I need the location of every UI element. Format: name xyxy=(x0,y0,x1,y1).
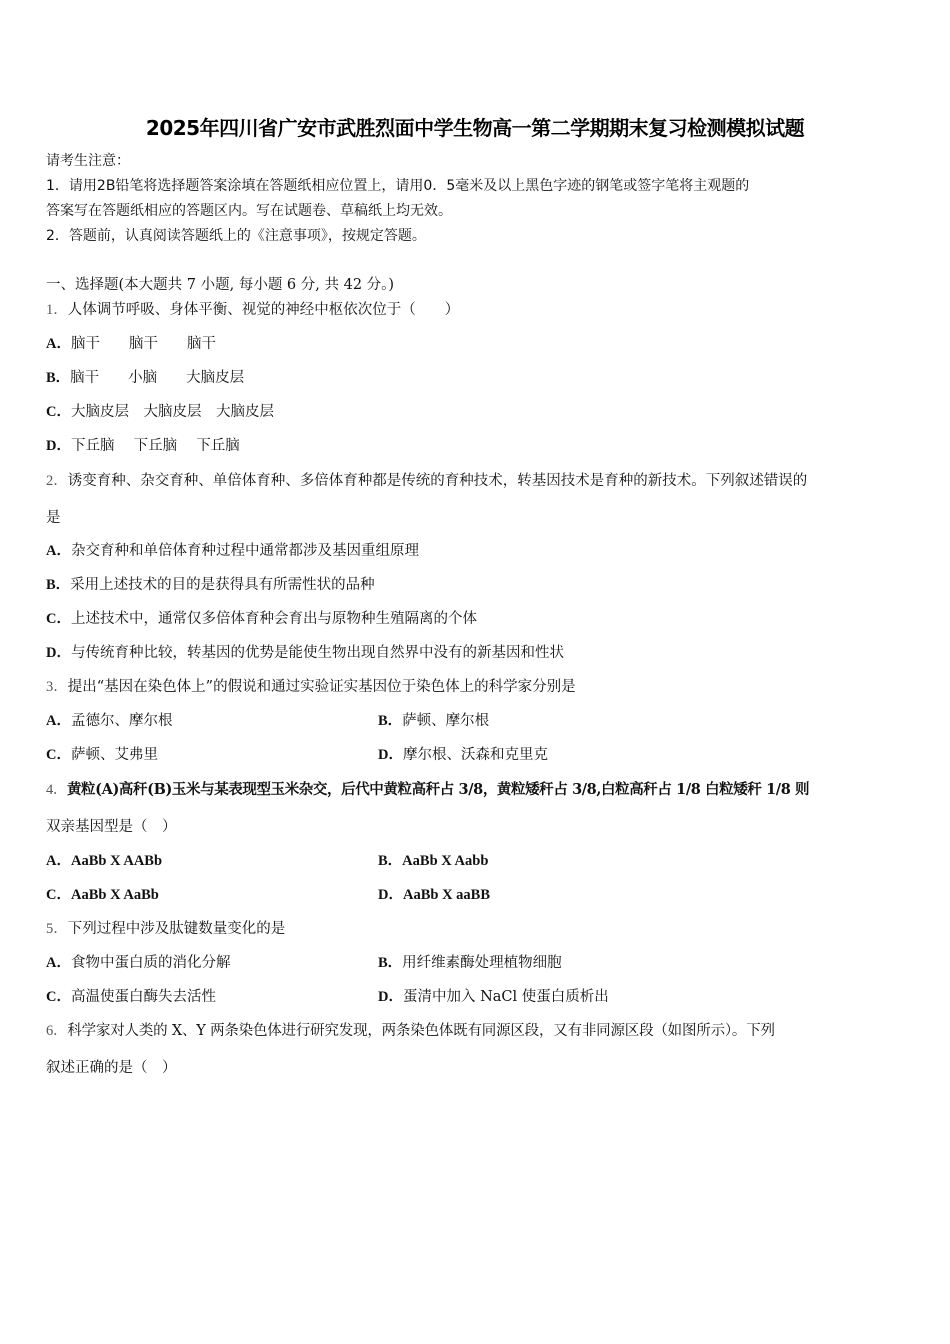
option-text: AaBb X AaBb xyxy=(70,887,159,903)
option-letter: D． xyxy=(46,645,71,661)
option-letter: A． xyxy=(46,955,71,971)
option-letter: A． xyxy=(46,713,71,729)
option-letter: A． xyxy=(46,336,71,352)
option-text: 用纤维素酶处理植物细胞 xyxy=(402,955,562,971)
question-number: 2． xyxy=(46,473,68,489)
option-letter: B． xyxy=(46,577,71,593)
question-stem: 下列过程中涉及肽键数量变化的是 xyxy=(67,921,286,937)
option-letter: C． xyxy=(46,747,71,763)
option-text: 下丘脑 下丘脑 下丘脑 xyxy=(70,438,240,454)
question-2-cont: 是 xyxy=(46,510,61,526)
q2-option-c[interactable] xyxy=(46,609,477,629)
q4-option-b[interactable] xyxy=(378,851,488,871)
q1-option-a[interactable] xyxy=(46,334,216,354)
question-number: 5． xyxy=(46,921,68,937)
question-stem: 诱变育种、杂交育种、单倍体育种、多倍体育种都是传统的育种技术，转基因技术是育种的新技术。下列叙述错误的 xyxy=(67,473,808,489)
q5-option-b[interactable] xyxy=(378,953,562,973)
option-text: 萨顿、摩尔根 xyxy=(402,713,490,729)
question-1 xyxy=(46,300,459,320)
q4-option-d[interactable] xyxy=(378,885,490,905)
option-letter: D． xyxy=(46,438,71,454)
option-letter: A． xyxy=(46,853,71,869)
option-letter: C． xyxy=(46,887,71,903)
q2-option-d[interactable] xyxy=(46,643,564,663)
option-text: 蛋清中加入 NaCl 使蛋白质析出 xyxy=(402,989,609,1005)
question-6-cont: 叙述正确的是（ ） xyxy=(46,1060,177,1076)
option-letter: C． xyxy=(46,611,71,627)
q4-option-a[interactable] xyxy=(46,851,162,871)
notice-heading: 请考生注意： xyxy=(46,153,130,169)
option-text: 上述技术中，通常仅多倍体育种会育出与原物种生殖隔离的个体 xyxy=(70,611,477,627)
q2-option-b[interactable] xyxy=(46,575,375,595)
question-6 xyxy=(46,1021,775,1041)
option-letter: B． xyxy=(378,955,403,971)
option-letter: D． xyxy=(378,887,403,903)
q5-option-c[interactable] xyxy=(46,987,216,1007)
notice-item-1: 1．请用2B铅笔将选择题答案涂填在答题纸相应位置上，请用0．5毫米及以上黑色字迹的钢笔或签字笔将主观题的 xyxy=(46,178,750,194)
question-2 xyxy=(46,471,807,491)
option-letter: C． xyxy=(46,404,71,420)
option-letter: B． xyxy=(378,713,403,729)
q1-option-c[interactable] xyxy=(46,402,274,422)
option-text: 孟德尔、摩尔根 xyxy=(70,713,173,729)
question-stem: 提出“基因在染色体上”的假说和通过实验证实基因位于染色体上的科学家分别是 xyxy=(67,679,576,695)
option-letter: D． xyxy=(378,747,403,763)
option-text: 杂交育种和单倍体育种过程中通常都涉及基因重组原理 xyxy=(70,543,419,559)
option-letter: B． xyxy=(378,853,403,869)
notice-item-2: 2．答题前，认真阅读答题纸上的《注意事项》，按规定答题。 xyxy=(46,228,426,244)
q3-option-b[interactable] xyxy=(378,711,489,731)
option-text: AaBb X AABb xyxy=(70,853,163,869)
option-text: 萨顿、艾弗里 xyxy=(70,747,158,763)
question-number: 1． xyxy=(46,302,68,318)
option-text: 脑干 脑干 脑干 xyxy=(70,336,216,352)
q5-option-a[interactable] xyxy=(46,953,230,973)
option-letter: B． xyxy=(46,370,71,386)
option-text: AaBb X Aabb xyxy=(402,853,489,869)
option-text: 脑干 小脑 大脑皮层 xyxy=(70,370,245,386)
q1-option-b[interactable] xyxy=(46,368,244,388)
option-text: 食物中蛋白质的消化分解 xyxy=(70,955,231,971)
q3-option-a[interactable] xyxy=(46,711,172,731)
q3-option-d[interactable] xyxy=(378,745,548,765)
question-stem: 人体调节呼吸、身体平衡、视觉的神经中枢依次位于（ ） xyxy=(67,302,460,318)
section-heading: 一、选择题(本大题共 7 小题, 每小题 6 分, 共 42 分。) xyxy=(46,277,395,293)
exam-title: 2025年四川省广安市武胜烈面中学生物高一第二学期期末复习检测模拟试题 xyxy=(145,116,805,140)
q5-option-d[interactable] xyxy=(378,987,609,1007)
q3-option-c[interactable] xyxy=(46,745,158,765)
notice-item-1-cont: 答案写在答题纸相应的答题区内。写在试题卷、草稿纸上均无效。 xyxy=(46,203,452,219)
option-text: 大脑皮层 大脑皮层 大脑皮层 xyxy=(70,404,274,420)
question-number: 4． xyxy=(46,782,67,798)
question-4-cont: 双亲基因型是（ ） xyxy=(46,819,177,835)
option-letter: C． xyxy=(46,989,71,1005)
question-stem: 科学家对人类的 X、Y 两条染色体进行研究发现，两条染色体既有同源区段，又有非同源区段（如图所示）。下列 xyxy=(67,1023,775,1039)
question-3 xyxy=(46,677,576,697)
q4-option-c[interactable] xyxy=(46,885,159,905)
option-text: 与传统育种比较，转基因的优势是能使生物出现自然界中没有的新基因和性状 xyxy=(70,645,564,661)
question-number: 6． xyxy=(46,1023,68,1039)
option-text: 摩尔根、沃森和克里克 xyxy=(402,747,548,763)
option-text: 高温使蛋白酶失去活性 xyxy=(70,989,216,1005)
q1-option-d[interactable] xyxy=(46,436,240,456)
question-number: 3． xyxy=(46,679,68,695)
question-5 xyxy=(46,919,285,939)
option-text: AaBb X aaBB xyxy=(402,887,491,903)
question-stem: 黄粒(A)高秆(B)玉米与某表现型玉米杂交，后代中黄粒高秆占 3/8，黄粒矮秆占 3/8,白粒高秆占 1/8 白粒矮秆 1/8 则 xyxy=(66,781,810,798)
option-letter: A． xyxy=(46,543,71,559)
q2-option-a[interactable] xyxy=(46,541,419,561)
question-4 xyxy=(46,780,809,800)
option-letter: D． xyxy=(378,989,403,1005)
option-text: 采用上述技术的目的是获得具有所需性状的品种 xyxy=(70,577,375,593)
